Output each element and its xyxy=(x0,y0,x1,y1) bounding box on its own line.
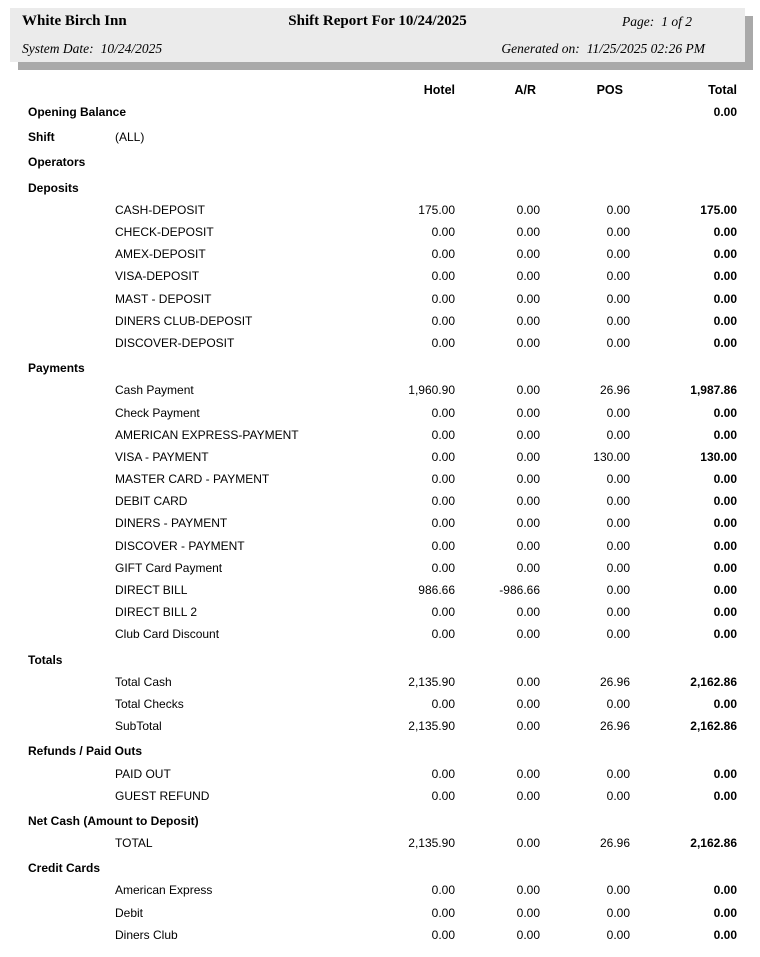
item-row xyxy=(0,199,760,221)
value-pos: 0.00 xyxy=(606,583,630,598)
item-row xyxy=(0,490,760,512)
value-ar: 0.00 xyxy=(516,927,540,942)
value-hotel: 0.00 xyxy=(431,335,455,350)
value-total: 0.00 xyxy=(713,269,737,284)
value-ar: 0.00 xyxy=(516,516,540,531)
item-row xyxy=(0,693,760,715)
section-row xyxy=(0,740,760,762)
page-label: Page: xyxy=(622,13,655,29)
value-pos: 0.00 xyxy=(606,766,630,781)
value-ar: 0.00 xyxy=(516,719,540,734)
row-label: AMEX-DEPOSIT xyxy=(115,247,206,262)
value-pos: 0.00 xyxy=(606,494,630,509)
section-row xyxy=(0,177,760,199)
value-total: 0.00 xyxy=(713,405,737,420)
value-total: 0.00 xyxy=(713,766,737,781)
value-total: 0.00 xyxy=(713,560,737,575)
value-ar: 0.00 xyxy=(516,883,540,898)
value-ar: 0.00 xyxy=(516,405,540,420)
value-hotel: 0.00 xyxy=(431,788,455,803)
value-total: 2,162.86 xyxy=(690,836,737,851)
value-hotel: 0.00 xyxy=(431,927,455,942)
value-hotel: 0.00 xyxy=(431,405,455,420)
value-pos: 0.00 xyxy=(606,788,630,803)
row-label-cell xyxy=(28,744,355,758)
value-ar: 0.00 xyxy=(516,472,540,487)
value-ar: 0.00 xyxy=(516,627,540,642)
value-hotel: 2,135.90 xyxy=(408,674,455,689)
value-pos: 0.00 xyxy=(606,927,630,942)
value-hotel: 0.00 xyxy=(431,605,455,620)
value-pos: 0.00 xyxy=(606,247,630,262)
value-total: 0.00 xyxy=(713,472,737,487)
table-body xyxy=(0,101,760,946)
row-label-cell xyxy=(28,814,355,828)
section-row xyxy=(0,357,760,379)
item-row xyxy=(0,221,760,243)
row-label-cell xyxy=(28,292,355,306)
value-total: 0.00 xyxy=(713,583,737,598)
system-date-value: 10/24/2025 xyxy=(100,40,163,56)
row-label: Check Payment xyxy=(115,405,200,420)
value-hotel: 0.00 xyxy=(431,560,455,575)
value-hotel: 0.00 xyxy=(431,766,455,781)
row-label: Total Checks xyxy=(115,696,184,711)
row-label: DINERS - PAYMENT xyxy=(115,516,228,531)
section-row xyxy=(0,126,760,148)
row-label: SubTotal xyxy=(115,719,162,734)
value-pos: 0.00 xyxy=(606,538,630,553)
row-label: Operators xyxy=(28,155,86,170)
value-hotel: 0.00 xyxy=(431,449,455,464)
value-total: 0.00 xyxy=(713,427,737,442)
value-pos: 26.96 xyxy=(599,674,630,689)
value-hotel: 2,135.90 xyxy=(408,719,455,734)
item-row xyxy=(0,401,760,423)
row-label: DEBIT CARD xyxy=(115,494,188,509)
value-ar: 0.00 xyxy=(516,313,540,328)
shift-report-table xyxy=(0,78,760,946)
value-total: 2,162.86 xyxy=(690,719,737,734)
row-label-cell xyxy=(28,203,355,217)
row-label: Refunds / Paid Outs xyxy=(28,744,143,759)
value-ar: 0.00 xyxy=(516,427,540,442)
value-ar: 0.00 xyxy=(516,905,540,920)
row-label-cell xyxy=(28,269,355,283)
value-ar: 0.00 xyxy=(516,449,540,464)
row-label: DIRECT BILL xyxy=(115,583,188,598)
row-label: Totals xyxy=(28,652,63,667)
item-row xyxy=(0,671,760,693)
row-label: GUEST REFUND xyxy=(115,788,210,803)
value-pos: 0.00 xyxy=(606,225,630,240)
value-hotel: 0.00 xyxy=(431,883,455,898)
row-label-cell xyxy=(28,383,355,397)
column-header-ar: A/R xyxy=(514,82,536,97)
row-label-cell xyxy=(28,583,355,597)
column-header-total: Total xyxy=(708,82,737,97)
generated-value: 11/25/2025 02:26 PM xyxy=(586,40,705,56)
value-total: 0.00 xyxy=(713,225,737,240)
value-hotel: 0.00 xyxy=(431,494,455,509)
row-label: Cash Payment xyxy=(115,383,194,398)
row-label-cell xyxy=(28,697,355,711)
item-row xyxy=(0,879,760,901)
row-label-cell xyxy=(28,861,355,875)
row-label: DIRECT BILL 2 xyxy=(115,605,198,620)
item-row xyxy=(0,468,760,490)
row-label-cell xyxy=(28,675,355,689)
row-label-cell xyxy=(28,627,355,641)
value-total: 0.00 xyxy=(713,788,737,803)
item-row xyxy=(0,832,760,854)
value-ar: 0.00 xyxy=(516,247,540,262)
item-row xyxy=(0,579,760,601)
value-ar: 0.00 xyxy=(516,605,540,620)
value-ar: 0.00 xyxy=(516,696,540,711)
value-total: 0.00 xyxy=(713,927,737,942)
row-label: AMERICAN EXPRESS-PAYMENT xyxy=(115,427,299,442)
item-row xyxy=(0,902,760,924)
report-header xyxy=(10,8,745,62)
row-label-cell xyxy=(28,906,355,920)
row-label-cell xyxy=(28,472,355,486)
value-hotel: 0.00 xyxy=(431,905,455,920)
page-indicator xyxy=(622,14,692,30)
value-hotel: 0.00 xyxy=(431,427,455,442)
row-label-cell xyxy=(28,928,355,942)
value-ar: 0.00 xyxy=(516,538,540,553)
item-row xyxy=(0,601,760,623)
row-label: Credit Cards xyxy=(28,861,101,876)
value-pos: 0.00 xyxy=(606,472,630,487)
generated-label: Generated on: xyxy=(501,40,580,56)
row-label-cell xyxy=(28,130,355,144)
report-title: Shift Report For 10/24/2025 xyxy=(288,13,467,29)
value-hotel: 0.00 xyxy=(431,313,455,328)
row-label-cell xyxy=(28,789,355,803)
value-hotel: 175.00 xyxy=(418,202,455,217)
row-label: Debit xyxy=(115,905,144,920)
value-pos: 0.00 xyxy=(606,516,630,531)
row-label: Opening Balance xyxy=(28,105,127,120)
row-label: American Express xyxy=(115,883,213,898)
value-hotel: 0.00 xyxy=(431,247,455,262)
value-total: 0.00 xyxy=(713,516,737,531)
value-total: 0.00 xyxy=(713,883,737,898)
value-hotel: 0.00 xyxy=(431,269,455,284)
value-total: 0.00 xyxy=(713,291,737,306)
value-total: 0.00 xyxy=(713,605,737,620)
row-label-cell xyxy=(28,653,355,667)
value-ar: 0.00 xyxy=(516,291,540,306)
row-label-cell xyxy=(28,494,355,508)
item-row xyxy=(0,332,760,354)
item-row xyxy=(0,424,760,446)
value-ar: 0.00 xyxy=(516,335,540,350)
value-total: 0.00 xyxy=(713,538,737,553)
row-label: DISCOVER - PAYMENT xyxy=(115,538,245,553)
row-label-cell xyxy=(28,516,355,530)
row-label: Shift xyxy=(28,130,55,145)
value-hotel: 2,135.90 xyxy=(408,836,455,851)
row-label: Deposits xyxy=(28,180,79,195)
value-total: 0.00 xyxy=(713,905,737,920)
row-label: DISCOVER-DEPOSIT xyxy=(115,335,235,350)
row-label: CHECK-DEPOSIT xyxy=(115,225,214,240)
row-label-cell xyxy=(28,428,355,442)
value-hotel: 0.00 xyxy=(431,696,455,711)
value-total: 0.00 xyxy=(713,247,737,262)
value-hotel: 0.00 xyxy=(431,538,455,553)
row-label-cell xyxy=(28,719,355,733)
row-label: Payments xyxy=(28,361,85,376)
value-pos: 0.00 xyxy=(606,883,630,898)
row-label: MASTER CARD - PAYMENT xyxy=(115,472,270,487)
row-label-cell xyxy=(28,336,355,350)
system-date-label: System Date: xyxy=(22,40,94,56)
page-value: 1 of 2 xyxy=(661,13,692,29)
row-label-cell xyxy=(28,883,355,897)
value-pos: 0.00 xyxy=(606,269,630,284)
value-total: 0.00 xyxy=(713,105,737,120)
value-pos: 26.96 xyxy=(599,383,630,398)
row-label: DINERS CLUB-DEPOSIT xyxy=(115,313,253,328)
value-ar: -986.66 xyxy=(499,583,540,598)
value-ar: 0.00 xyxy=(516,269,540,284)
value-ar: 0.00 xyxy=(516,836,540,851)
value-pos: 0.00 xyxy=(606,335,630,350)
value-hotel: 0.00 xyxy=(431,291,455,306)
item-row xyxy=(0,623,760,645)
value-pos: 26.96 xyxy=(599,836,630,851)
row-label: CASH-DEPOSIT xyxy=(115,202,206,217)
column-header-hotel: Hotel xyxy=(423,82,455,97)
value-pos: 0.00 xyxy=(606,560,630,575)
row-label-cell xyxy=(28,361,355,375)
row-label: Total Cash xyxy=(115,674,172,689)
value-total: 1,987.86 xyxy=(690,383,737,398)
value-ar: 0.00 xyxy=(516,560,540,575)
value-pos: 0.00 xyxy=(606,313,630,328)
value-total: 0.00 xyxy=(713,696,737,711)
section-row xyxy=(0,151,760,173)
value-pos: 26.96 xyxy=(599,719,630,734)
row-label-cell xyxy=(28,314,355,328)
value-hotel: 1,960.90 xyxy=(408,383,455,398)
value-ar: 0.00 xyxy=(516,202,540,217)
item-row xyxy=(0,512,760,534)
row-label-cell xyxy=(28,247,355,261)
row-label-cell xyxy=(28,181,355,195)
row-label: PAID OUT xyxy=(115,766,171,781)
value-total: 0.00 xyxy=(713,335,737,350)
row-label: Net Cash (Amount to Deposit) xyxy=(28,813,199,828)
row-label-cell xyxy=(28,561,355,575)
item-row xyxy=(0,288,760,310)
row-label-cell xyxy=(28,225,355,239)
value-total: 130.00 xyxy=(700,449,737,464)
section-row xyxy=(0,857,760,879)
value-total: 0.00 xyxy=(713,627,737,642)
hotel-name: White Birch Inn xyxy=(22,13,127,29)
item-row xyxy=(0,446,760,468)
row-label: Club Card Discount xyxy=(115,627,220,642)
shift-value: (ALL) xyxy=(115,130,145,145)
section-row xyxy=(0,649,760,671)
value-pos: 0.00 xyxy=(606,291,630,306)
row-label-cell xyxy=(28,539,355,553)
row-label-cell xyxy=(28,836,355,850)
row-label: VISA - PAYMENT xyxy=(115,449,209,464)
value-ar: 0.00 xyxy=(516,766,540,781)
value-ar: 0.00 xyxy=(516,383,540,398)
row-label-cell xyxy=(28,105,355,119)
value-pos: 0.00 xyxy=(606,627,630,642)
value-total: 0.00 xyxy=(713,313,737,328)
header-row-2 xyxy=(10,35,745,62)
system-date xyxy=(22,41,162,57)
item-row xyxy=(0,535,760,557)
column-header-pos: POS xyxy=(596,82,623,97)
item-row xyxy=(0,265,760,287)
table-header-row xyxy=(0,78,760,101)
value-hotel: 986.66 xyxy=(418,583,455,598)
row-label-cell xyxy=(28,155,355,169)
row-label: VISA-DEPOSIT xyxy=(115,269,200,284)
item-row xyxy=(0,785,760,807)
item-row xyxy=(0,557,760,579)
item-row xyxy=(0,762,760,784)
value-hotel: 0.00 xyxy=(431,225,455,240)
item-row xyxy=(0,715,760,737)
value-ar: 0.00 xyxy=(516,225,540,240)
value-total: 175.00 xyxy=(700,202,737,217)
value-ar: 0.00 xyxy=(516,494,540,509)
row-label: TOTAL xyxy=(115,836,153,851)
item-row xyxy=(0,924,760,946)
value-hotel: 0.00 xyxy=(431,516,455,531)
item-row xyxy=(0,379,760,401)
value-hotel: 0.00 xyxy=(431,627,455,642)
value-total: 2,162.86 xyxy=(690,674,737,689)
row-label-cell xyxy=(28,767,355,781)
generated-on xyxy=(501,41,705,57)
value-pos: 0.00 xyxy=(606,202,630,217)
item-row xyxy=(0,310,760,332)
value-ar: 0.00 xyxy=(516,788,540,803)
value-hotel: 0.00 xyxy=(431,472,455,487)
header-row-1 xyxy=(10,8,745,35)
section-row xyxy=(0,810,760,832)
value-pos: 0.00 xyxy=(606,696,630,711)
value-pos: 0.00 xyxy=(606,427,630,442)
value-pos: 130.00 xyxy=(593,449,630,464)
row-label-cell xyxy=(28,605,355,619)
section-row xyxy=(0,101,760,123)
row-label-cell xyxy=(28,406,355,420)
value-ar: 0.00 xyxy=(516,674,540,689)
value-total: 0.00 xyxy=(713,494,737,509)
row-label-cell xyxy=(28,450,355,464)
value-pos: 0.00 xyxy=(606,405,630,420)
row-label: Diners Club xyxy=(115,927,178,942)
value-pos: 0.00 xyxy=(606,905,630,920)
row-label: GIFT Card Payment xyxy=(115,560,223,575)
row-label: MAST - DEPOSIT xyxy=(115,291,212,306)
item-row xyxy=(0,243,760,265)
value-pos: 0.00 xyxy=(606,605,630,620)
